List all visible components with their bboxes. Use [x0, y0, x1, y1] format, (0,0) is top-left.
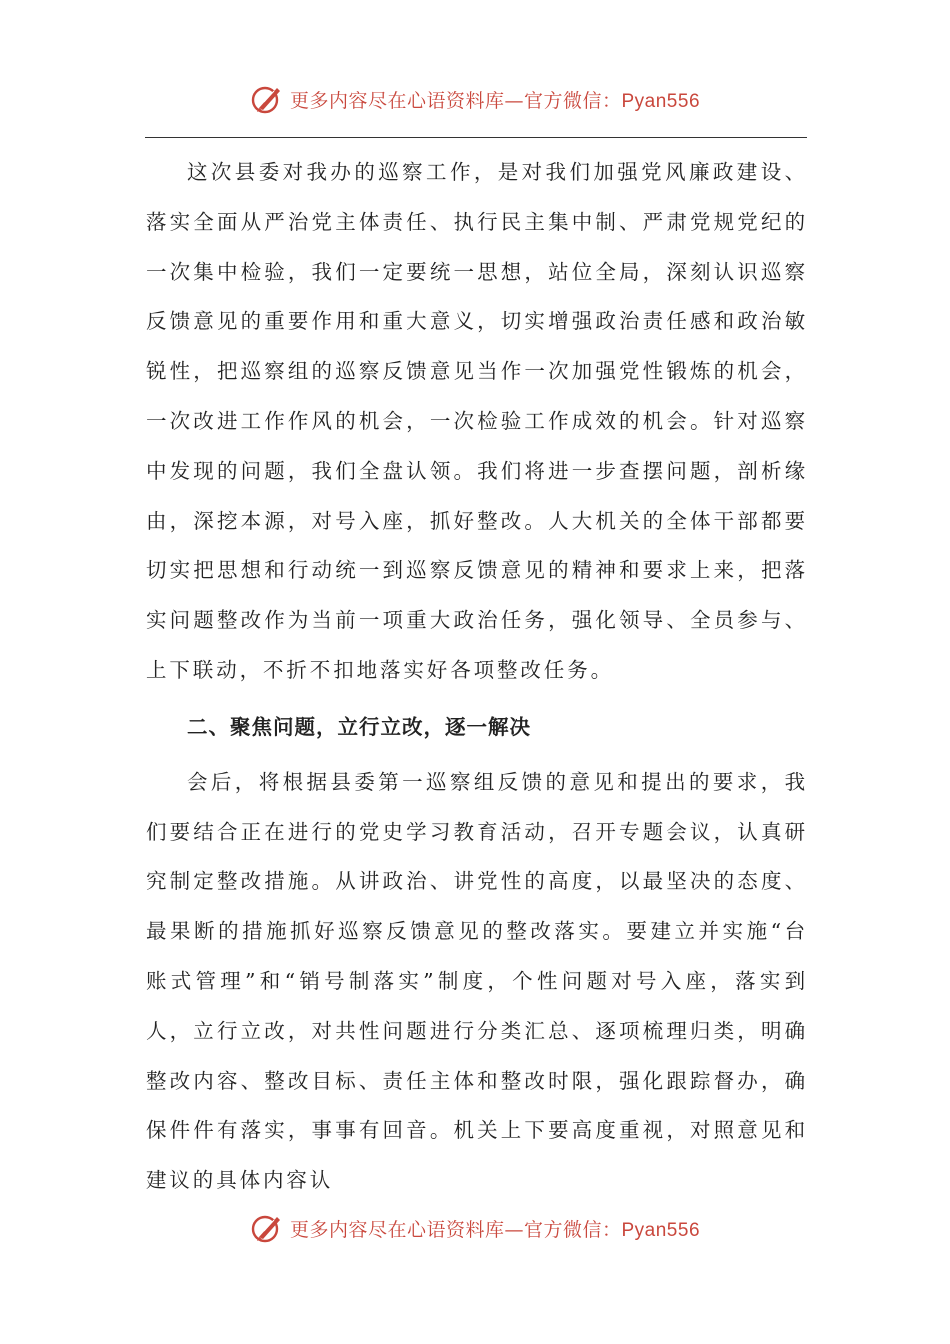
header-watermark: [0, 82, 950, 116]
quill-pen-logo-icon: [250, 1211, 284, 1245]
watermark-wechat-id: Pyan556: [621, 90, 701, 112]
watermark-wechat-id: Pyan556: [621, 1219, 701, 1241]
quill-pen-logo-icon: [250, 82, 284, 116]
footer-watermark: [0, 1211, 950, 1245]
watermark-text: [290, 1215, 700, 1242]
header-divider: [145, 137, 807, 138]
watermark-prefix: 更多内容尽在心语资料库—官方微信：: [289, 89, 622, 112]
paragraph-2: 会后，将根据县委第一巡察组反馈的意见和提出的要求，我们要结合正在进行的党史学习教育活动，召开专题会议，认真研究制定整改措施。从讲政治、讲党性的高度，以最坚决的态度、最果断的措施抓好巡察反馈意见的整改落实。要建立并实施“台账式管理”和“销号制落实”制度，个性问题对号入座，落实到人，立行立改，对共性问题进行分类汇总、逐项梳理归类，明确整改内容、整改目标、责任主体和整改时限，强化跟踪督办，确保件件有落实，事事有回音。机关上下要高度重视，对照意见和建议的具体内容认: [146, 769, 808, 1193]
paragraph-1: 这次县委对我办的巡察工作，是对我们加强党风廉政建设、落实全面从严治党主体责任、执行民主集中制、严肃党规党纪的一次集中检验，我们一定要统一思想，站位全局，深刻认识巡察反馈意见的重要作用和重大意义，切实增强政治责任感和政治敏锐性，把巡察组的巡察反馈意见当作一次加强党性锻炼的机会，一次改进工作作风的机会，一次检验工作成效的机会。针对巡察中发现的问题，我们全盘认领。我们将进一步查摆问题，剖析缘由，深挖本源，对号入座，抓好整改。人大机关的全体干部都要切实把思想和行动统一到巡察反馈意见的精神和要求上来，把落实问题整改作为当前一项重大政治任务，强化领导、全员参与、上下联动，不折不扣地落实好各项整改任务。: [146, 160, 808, 682]
section-heading-2: 二、聚焦问题，立行立改，逐一解决: [187, 714, 531, 739]
watermark-text: [290, 86, 700, 113]
watermark-prefix: 更多内容尽在心语资料库—官方微信：: [289, 1218, 622, 1241]
document-body: [146, 148, 808, 1206]
